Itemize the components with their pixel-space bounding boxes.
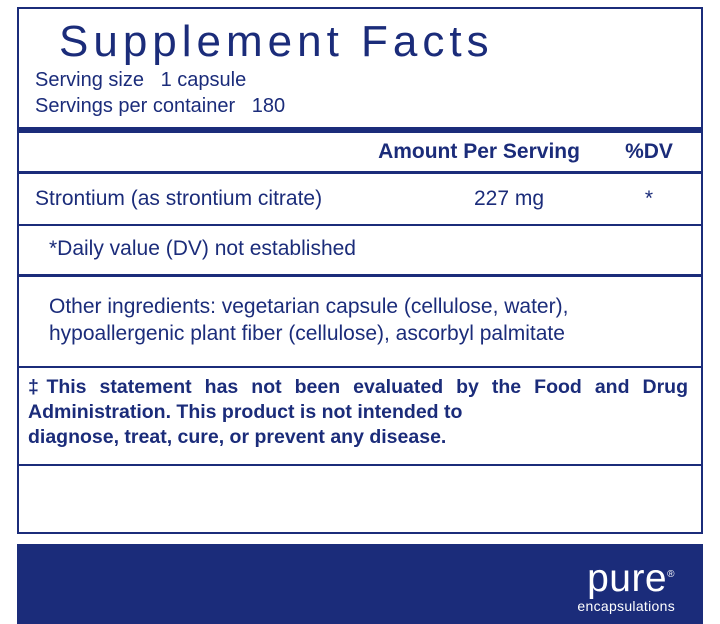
brand-name <box>577 554 675 600</box>
disclaimer-main: ‡This statement has not been evaluated by the Food and Drug Administration. This product is not intended to <box>28 376 688 423</box>
serving-size-value: 1 capsule <box>160 69 247 91</box>
divider-thick <box>19 127 701 133</box>
divider-footnote <box>19 274 701 277</box>
servings-per-container-value: 180 <box>251 95 286 117</box>
registered-trademark-icon: ® <box>667 569 675 580</box>
brand-name-text: pure <box>587 557 668 600</box>
other-ingredients-text: Other ingredients: vegetarian capsule (cellulose, water), hypoallergenic plant fiber (cellulose), ascorbyl palmitate <box>49 295 569 345</box>
footer-bar <box>17 544 703 624</box>
serving-size-label: Serving size <box>35 69 144 91</box>
brand-subtitle: encapsulations <box>577 598 675 614</box>
disclaimer-text <box>28 375 688 450</box>
servings-per-container-line <box>35 95 285 118</box>
divider-header <box>19 171 701 174</box>
page-title: Supplement Facts <box>59 17 494 66</box>
disclaimer-box <box>17 366 703 466</box>
nutrient-row-amount: 227 mg <box>473 187 545 210</box>
brand-logo <box>577 554 675 614</box>
nutrient-row-dv: * <box>644 187 654 210</box>
divider-row <box>19 224 701 226</box>
serving-size-line <box>35 69 246 92</box>
disclaimer-last-line: diagnose, treat, cure, or prevent any disease. <box>28 426 447 448</box>
daily-value-footnote: *Daily value (DV) not established <box>49 237 356 260</box>
servings-per-container-label: Servings per container <box>35 95 236 117</box>
nutrient-row-name: Strontium (as strontium citrate) <box>35 187 323 210</box>
column-header-amount-per-serving: Amount Per Serving <box>378 140 580 163</box>
column-header-percent-dv: %DV <box>625 140 673 163</box>
